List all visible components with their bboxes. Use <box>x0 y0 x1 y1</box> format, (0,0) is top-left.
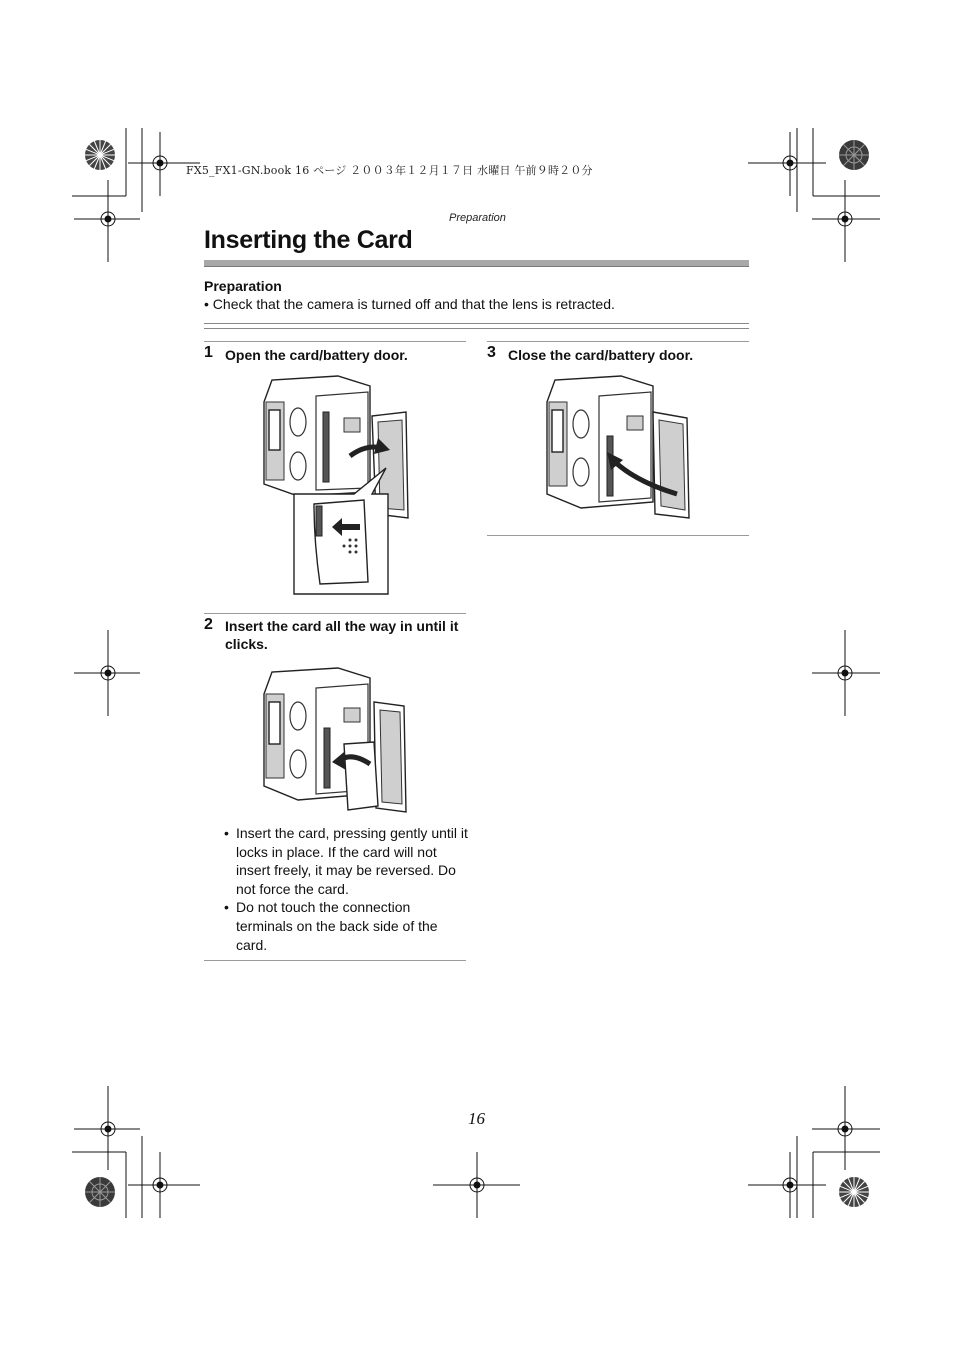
step-1-text: Open the card/battery door. <box>225 347 408 363</box>
page-title: Inserting the Card <box>204 226 413 254</box>
step-2-illustration <box>258 664 414 816</box>
step-divider <box>204 341 466 342</box>
step-3-text: Close the card/battery door. <box>508 347 694 363</box>
step-2-note: • Do not touch the connection terminals on the back side of the card. <box>224 898 469 954</box>
title-underline-bar <box>204 260 749 267</box>
page-number: 16 <box>468 1109 485 1128</box>
step-divider <box>487 535 749 536</box>
step-divider <box>487 341 749 342</box>
registration-mark-icon <box>74 132 880 1218</box>
step-divider <box>204 613 466 614</box>
step-2-note: • Insert the card, pressing gently until it locks in place. If the card will not insert freely, it may be reversed. Do not force the card. <box>224 824 469 898</box>
preparation-heading: Preparation <box>204 278 282 294</box>
step-1-number: 1 <box>204 344 213 361</box>
step-divider <box>204 960 466 961</box>
step-1-illustration <box>258 372 418 600</box>
section-label: Preparation <box>449 212 506 224</box>
step-3-illustration <box>541 372 697 524</box>
step-3-number: 3 <box>487 344 496 361</box>
section-divider <box>204 323 749 329</box>
step-2-number: 2 <box>204 616 213 633</box>
step-2-notes <box>224 824 469 954</box>
preparation-bullet: • Check that the camera is turned off and that the lens is retracted. <box>204 296 615 312</box>
step-2-text: Insert the card all the way in until it clicks. <box>225 618 459 652</box>
print-header: FX5_FX1-GN.book 16 ページ ２００３年１２月１７日 水曜日 午前９時２０分 <box>186 164 593 177</box>
